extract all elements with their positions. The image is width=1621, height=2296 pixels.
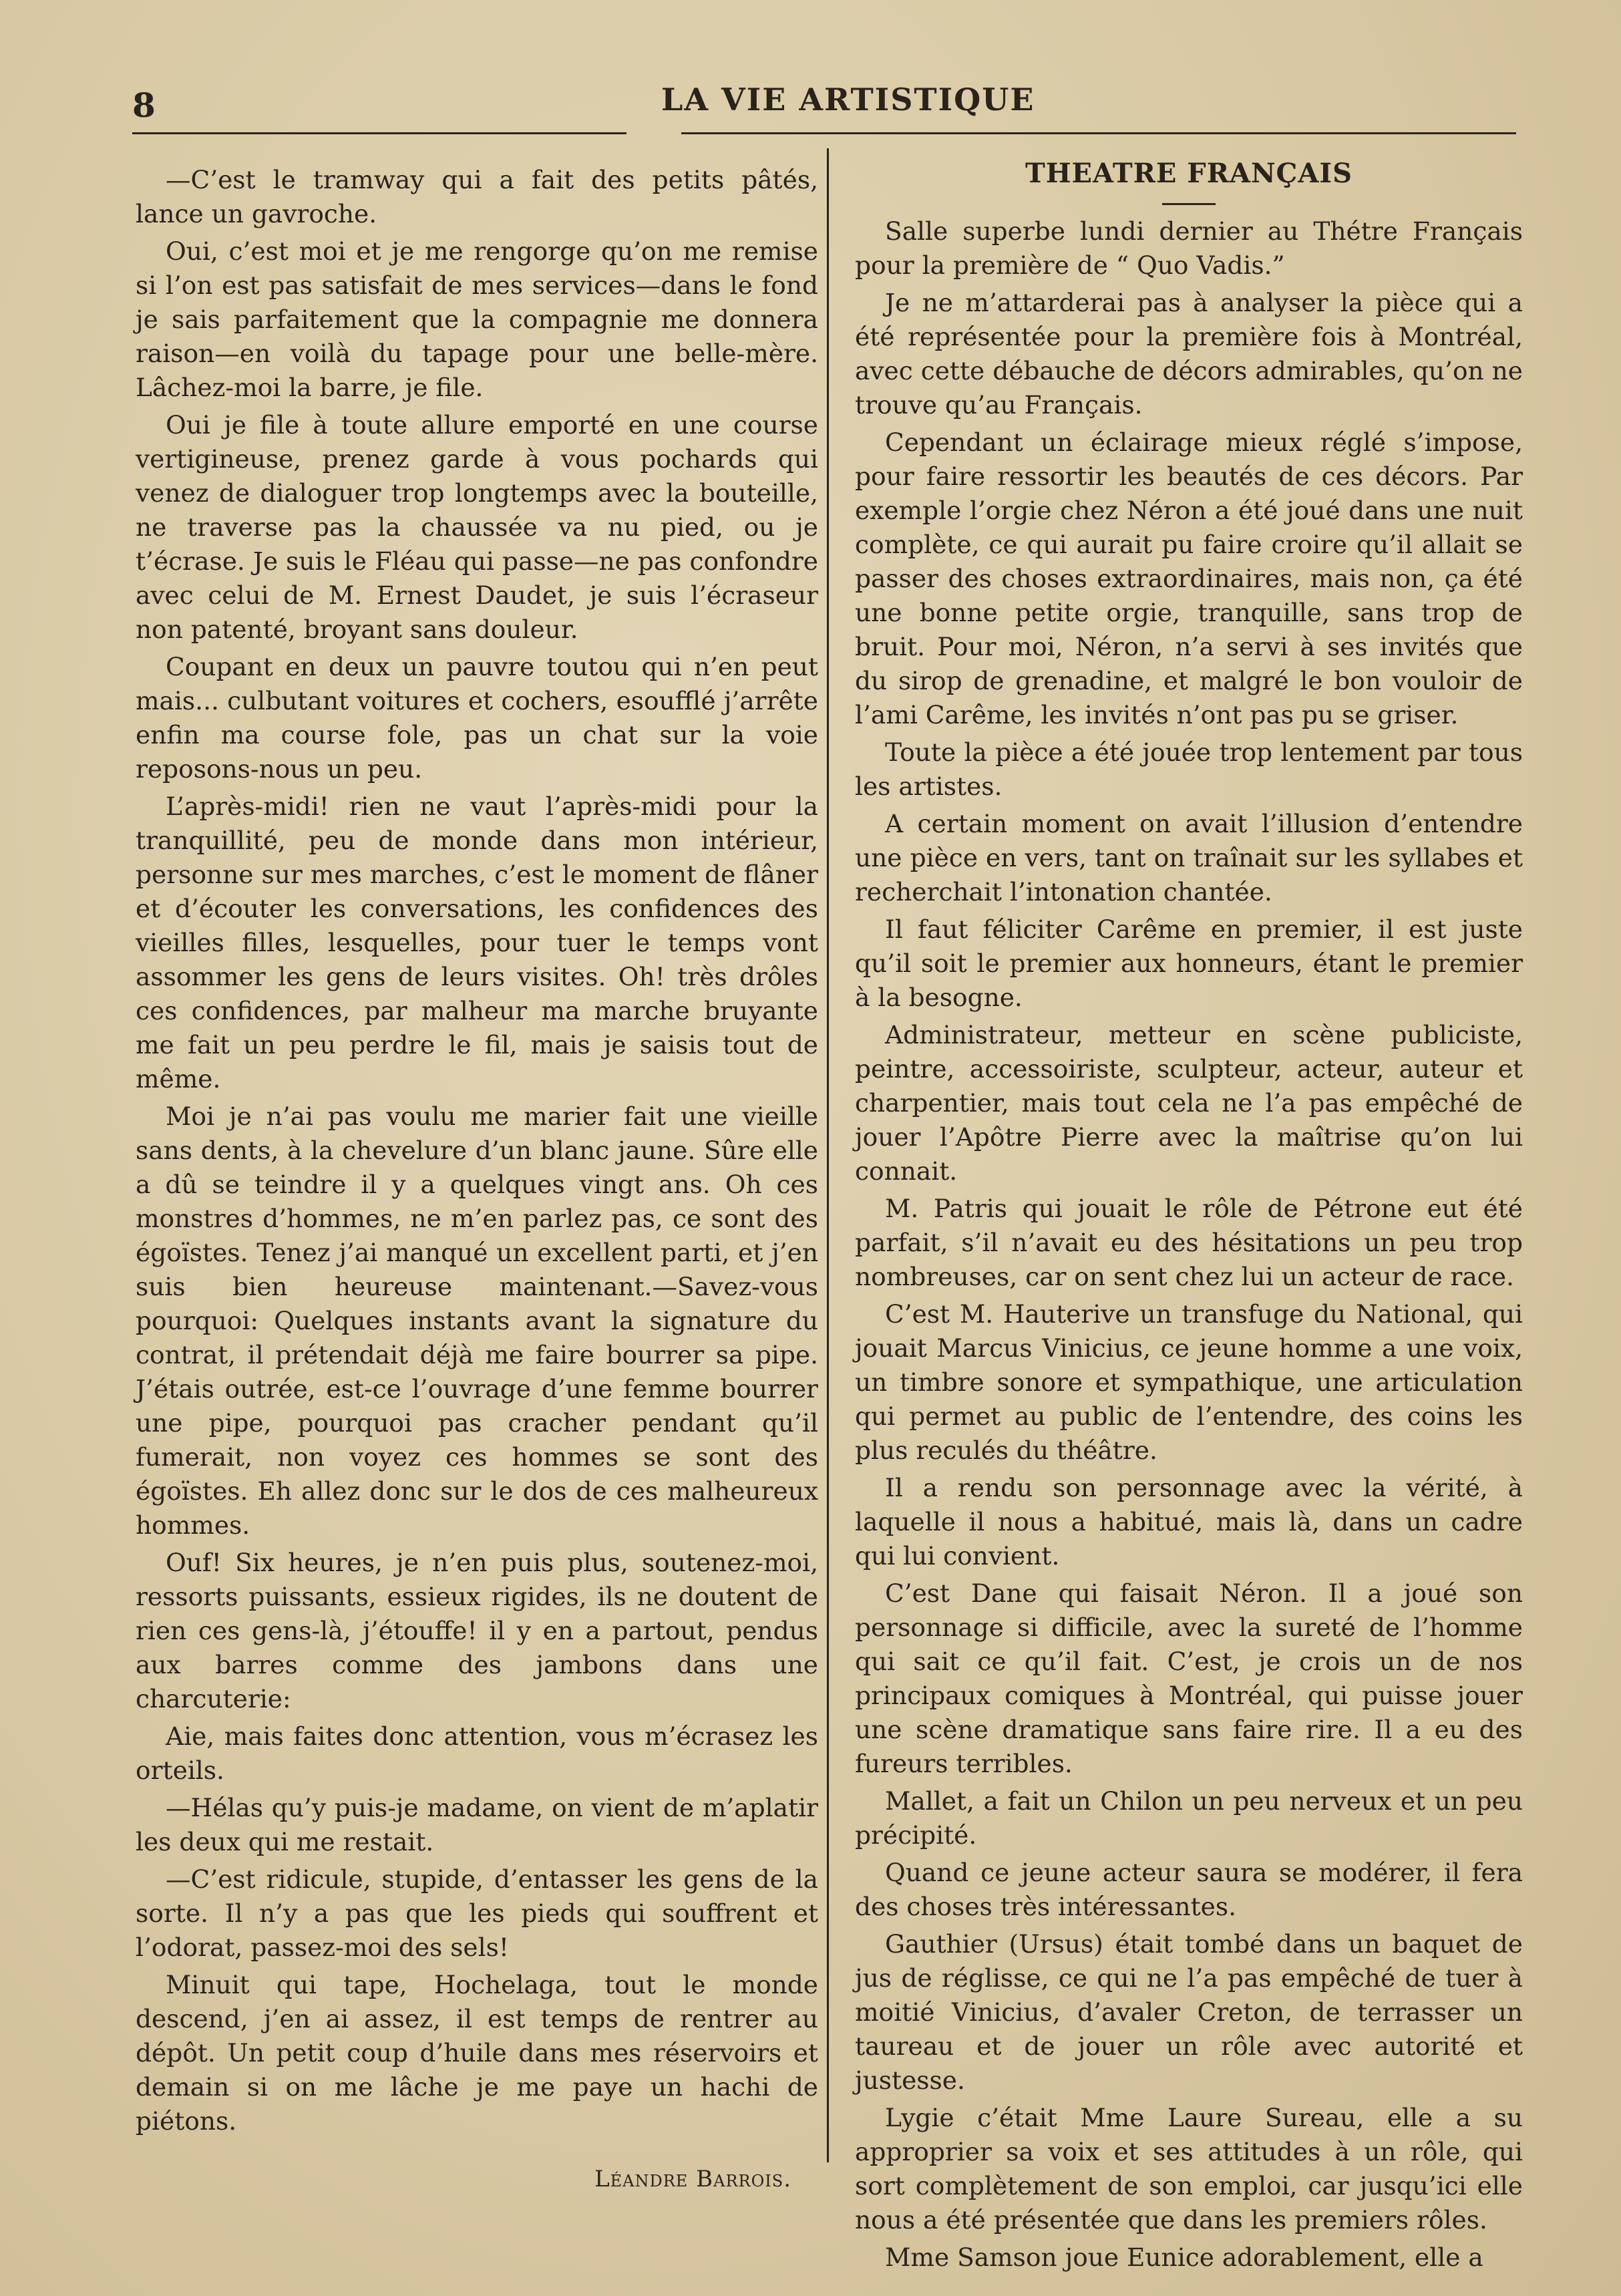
left-column — [136, 163, 818, 2196]
left-paragraph-2: Oui, c’est moi et je me rengorge qu’on me remise si l’on est pas satisfait de mes services—dans le fond je sais parfaitement que la compagnie me donnera raison—en voilà du tapage pour une belle-mère. Lâchez-moi la barre, je file. — [136, 236, 818, 402]
right-paragraph-16: Mme Samson joue Eunice adorablement, elle a — [885, 2243, 1483, 2272]
right-paragraph-13: Quand ce jeune acteur saura se modérer, il fera des choses très intéressantes. — [855, 1858, 1523, 1921]
left-paragraph-10: —C’est ridicule, stupide, d’entasser les gens de la sorte. Il n’y a pas que les pieds qui souffrent et l’odorat, passez-moi des sels! — [136, 1864, 818, 1962]
section-title: THEATRE FRANÇAIS — [1025, 158, 1353, 189]
right-paragraph-1: Salle superbe lundi dernier au Thétre Français pour la première de “ Quo Vadis.” — [855, 216, 1523, 280]
right-paragraph-11: C’est Dane qui faisait Néron. Il a joué son personnage si difficile, avec la sureté de l’homme qui sait ce qu’il fait. C’est, je crois un de nos principaux comiques à Montréal, qui puisse jouer une scène dramatique sans faire rire. Il a eu des fureurs terribles. — [855, 1579, 1523, 1778]
right-paragraph-6: Il faut féliciter Carême en premier, il est juste qu’il soit le premier aux honneurs, étant le premier à la besogne. — [855, 915, 1523, 1012]
left-paragraph-7: Ouf! Six heures, je n’en puis plus, soutenez-moi, ressorts puissants, essieux rigides, ils ne doutent de rien ces gens-là, j’étouffe! il y en a partout, pendus aux barres comme des jambons dans une charcuterie: — [136, 1548, 818, 1713]
right-column — [855, 156, 1523, 2278]
masthead-title: LA VIE ARTISTIQUE — [661, 81, 1035, 118]
title-rule — [1162, 203, 1216, 205]
left-paragraph-1: —C’est le tramway qui a fait des petits pâtés, lance un gavroche. — [136, 165, 818, 228]
left-paragraph-6: Moi je n’ai pas voulu me marier fait une vieille sans dents, à la chevelure d’un blanc jaune. Sûre elle a dû se teindre il y a quelques vingt ans. Oh ces monstres d’hommes, ne m’en parlez pas, ce sont des égoïstes. Tenez j’ai manqué un excellent parti, et j’en suis bien heureuse maintenant.—Savez-vous pourquoi: Quelques instants avant la signature du contrat, il prétendait déjà me faire bourrer sa pipe. J’étais outrée, est-ce l’ouvrage d’une femme bourrer une pipe, pourquoi pas cracher pendant qu’il fumerait, non voyez ces hommes se sont des égoïstes. Eh allez donc sur le dos de ces malheureux hommes. — [136, 1102, 818, 1540]
header-rule-left — [132, 132, 626, 134]
left-paragraph-9: —Hélas qu’y puis-je madame, on vient de m’aplatir les deux qui me restait. — [136, 1793, 818, 1856]
right-paragraph-10: Il a rendu son personnage avec la vérité, à laquelle il nous a habitué, mais là, dans un cadre qui lui convient. — [855, 1473, 1523, 1571]
right-paragraph-8: M. Patris qui jouait le rôle de Pétrone eut été parfait, s’il n’avait eu des hésitations un peu trop nombreuses, car on sent chez lui un acteur de race. — [855, 1194, 1523, 1291]
left-paragraph-4: Coupant en deux un pauvre toutou qui n’en peut mais... culbutant voitures et cochers, esoufflé j’arrête enfin ma course fole, pas un chat sur la voie reposons-nous un peu. — [136, 652, 818, 784]
left-paragraph-8: Aie, mais faites donc attention, vous m’écrasez les orteils. — [136, 1721, 818, 1785]
author-signature: Léandre Barrois. — [594, 2166, 791, 2192]
right-paragraph-4: Toute la pièce a été jouée trop lentement par tous les artistes. — [855, 737, 1523, 801]
right-paragraph-2: Je ne m’attarderai pas à analyser la pièce qui a été représentée pour la première fois à Montréal, avec cette débauche de décors admirables, qu’on ne trouve qu’au Français. — [855, 288, 1523, 420]
right-paragraph-9: C’est M. Hauterive un transfuge du National, qui jouait Marcus Vinicius, ce jeune homme a une voix, un timbre sonore et sympathique, une articulation qui permet au public de l’entendre, des coins les plus reculés du théâtre. — [855, 1299, 1523, 1465]
left-paragraph-3: Oui je file à toute allure emporté en une course vertigineuse, prenez garde à vous pochards qui venez de dialoguer trop longtemps avec la bouteille, ne traverse pas la chaussée va nu pied, ou je t’écrase. Je suis le Fléau qui passe—ne pas confondre avec celui de M. Ernest Daudet, je suis l’écraseur non patenté, broyant sans douleur. — [136, 410, 818, 644]
right-paragraph-12: Mallet, a fait un Chilon un peu nerveux et un peu précipité. — [855, 1786, 1523, 1850]
column-divider — [827, 148, 829, 2162]
right-paragraph-5: A certain moment on avait l’illusion d’entendre une pièce en vers, tant on traînait sur les syllabes et recherchait l’intonation chantée. — [855, 809, 1523, 907]
right-paragraph-7: Administrateur, metteur en scène publiciste, peintre, accessoiriste, sculpteur, acteur, auteur et charpentier, mais tout cela ne l’a pas empêché de jouer l’Apôtre Pierre avec la maîtrise qu’on lui connait. — [855, 1020, 1523, 1186]
right-paragraph-15: Lygie c’était Mme Laure Sureau, elle a su approprier sa voix et ses attitudes à un rôle, qui sort complètement de son emploi, car jusqu’ici elle nous a été présentée que dans les premiers rôles. — [855, 2103, 1523, 2235]
page-number: 8 — [132, 86, 156, 125]
left-paragraph-5: L’après-midi! rien ne vaut l’après-midi pour la tranquillité, peu de monde dans mon intérieur, personne sur mes marches, c’est le moment de flâner et d’écouter les conversations, les confidences des vieilles filles, lesquelles, pour tuer le temps vont assommer les gens de leurs visites. Oh! très drôles ces confidences, par malheur ma marche bruyante me fait un peu perdre le fil, mais je saisis tout de même. — [136, 792, 818, 1094]
right-paragraph-3: Cependant un éclairage mieux réglé s’impose, pour faire ressortir les beautés de ces décors. Par exemple l’orgie chez Néron a été joué dans une nuit complète, ce qui aurait pu faire croire qu’il allait se passer des choses extraordinaires, mais non, ça été une bonne petite orgie, tranquille, sans trop de bruit. Pour moi, Néron, n’a servi à ses invités que du sirop de grenadine, et malgré le bon vouloir de l’ami Carême, les invités n’ont pas pu se griser. — [855, 428, 1523, 729]
header-rule-right — [681, 132, 1516, 134]
right-paragraph-14: Gauthier (Ursus) était tombé dans un baquet de jus de réglisse, ce qui ne l’a pas empêché de tuer à moitié Vinicius, d’avaler Creton, de terrasser un taureau et de jouer un rôle avec autorité et justesse. — [855, 1929, 1523, 2095]
left-paragraph-11: Minuit qui tape, Hochelaga, tout le monde descend, j’en ai assez, il est temps de rentrer au dépôt. Un petit coup d’huile dans mes réservoirs et demain si on me lâche je me paye un hachi de piétons. — [136, 1970, 818, 2136]
